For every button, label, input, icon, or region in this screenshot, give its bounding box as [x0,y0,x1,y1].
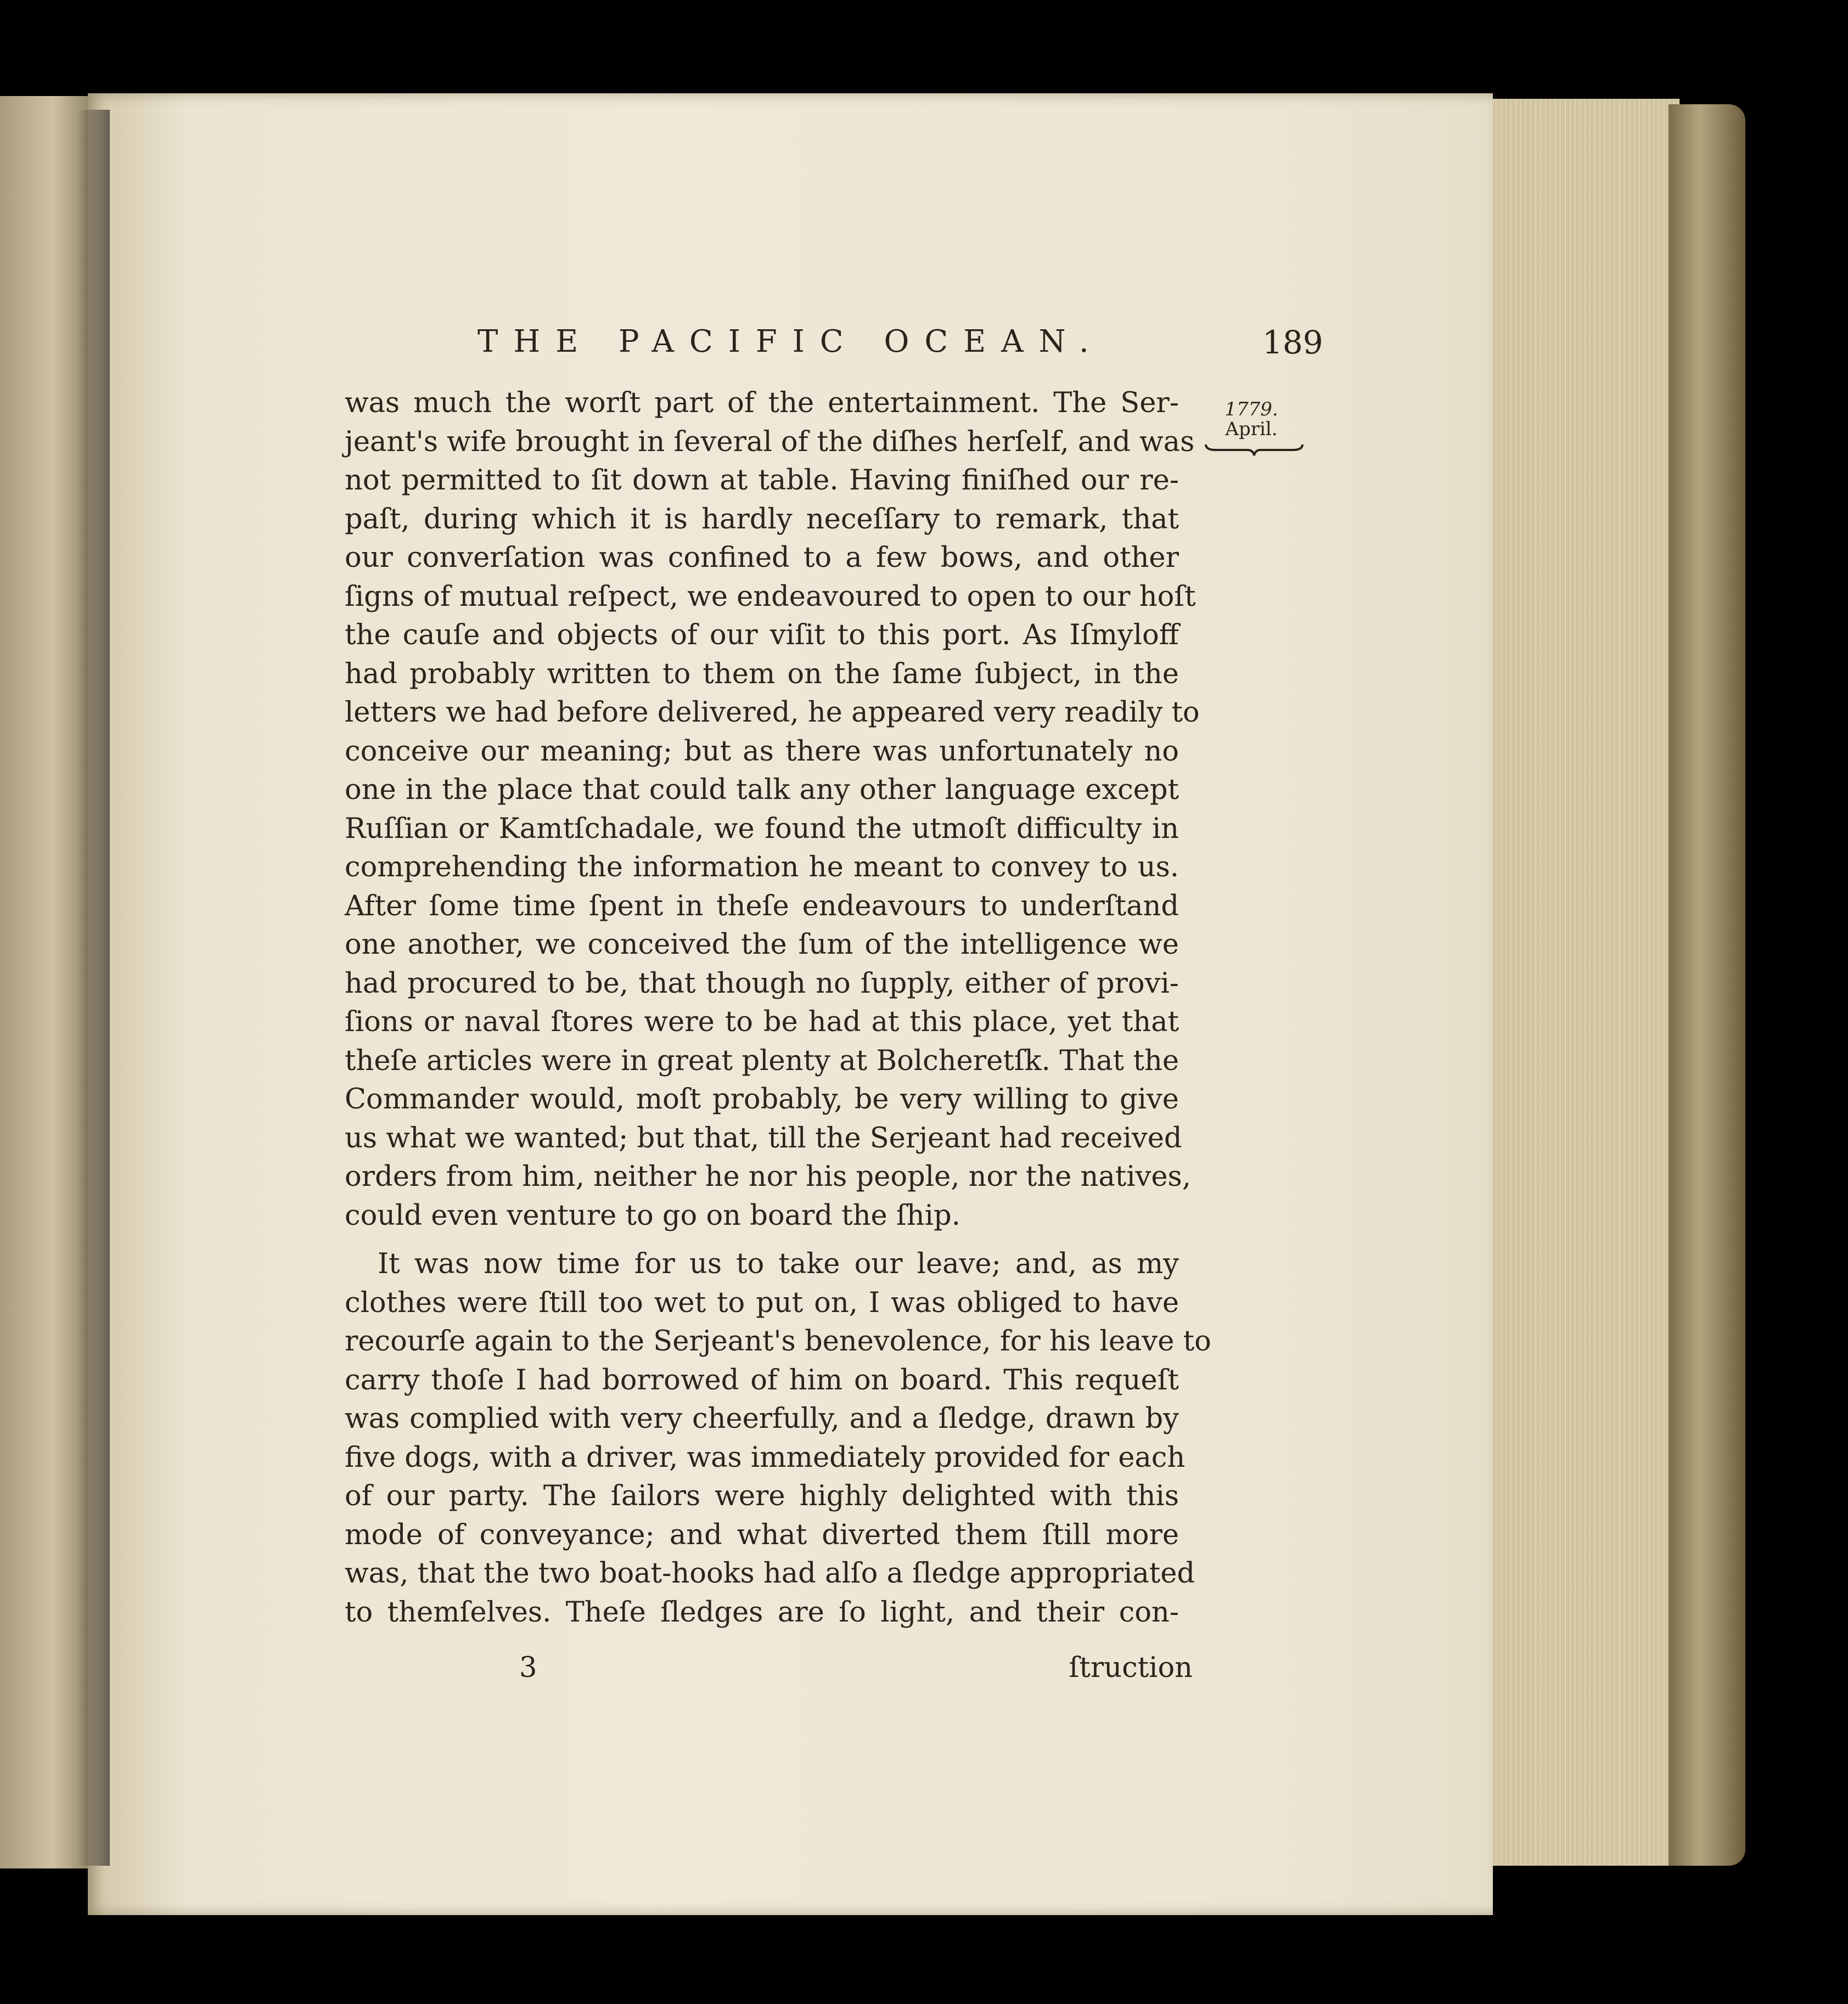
margin-month: April. [1225,418,1278,440]
text-line: had procured to be, that though no ſupply, either of provi- [345,967,1179,1000]
brace-icon [1205,443,1304,457]
text-line: was, that the two boat-hooks had alſo a ſledge appropriated [345,1557,1195,1590]
text-line: ſions or naval ſtores were to be had at this place, yet that [345,1006,1179,1038]
gutter-shadow [77,110,110,1866]
text-line: orders from him, neither he nor his people, nor the natives, [345,1161,1191,1193]
margin-year: 1779. [1224,398,1278,420]
signature-mark: 3 [519,1652,537,1684]
text-line: five dogs, with a driver, was immediately provided for each [345,1441,1186,1474]
text-line: had probably written to them on the ſame ſubject, in the [345,657,1179,690]
text-line: After ſome time ſpent in theſe endeavours to underſtand [345,890,1179,922]
text-line: recourſe again to the Serjeant's benevolence, for his leave to [345,1325,1211,1358]
text-line: jeant's wife brought in ſeveral of the diſhes herſelf, and was [345,425,1195,458]
text-line: Ruſſian or Kamtſchadale, we found the utmoſt difficulty in [345,812,1179,845]
body-text [345,384,1211,1632]
text-line: was complied with very cheerfully, and a ſledge, drawn by [345,1403,1179,1435]
text-line: comprehending the information he meant to convey to us. [345,851,1179,883]
text-line: could even venture to go on board the ſhip. [345,1199,960,1232]
text-line: carry thoſe I had borrowed of him on board. This requeſt [345,1364,1179,1397]
text-line: It was now time for us to take our leave; and, as my [378,1248,1179,1280]
page-block-edge [1493,99,1680,1866]
text-line: to themſelves. Theſe ſledges are ſo light, and their con- [345,1596,1179,1629]
text-line: one another, we conceived the ſum of the intelligence we [345,928,1179,961]
text-line: ſigns of mutual reſpect, we endeavoured to open to our hoſt [345,580,1196,613]
text-line: Commander would, moſt probably, be very willing to give [345,1083,1179,1116]
text-line: theſe articles were in great plenty at Bolcheretſk. That the [345,1044,1179,1077]
text-line: paſt, during which it is hardly neceſſary to remark, that [345,503,1179,536]
paragraph-gap [345,1235,1179,1245]
text-line: our converſation was confined to a few bows, and other [345,542,1179,574]
text-line: us what we wanted; but that, till the Serjeant had received [345,1122,1182,1155]
text-line: one in the place that could talk any other language except [345,774,1179,806]
text-line: conceive our meaning; but as there was unfortunately no [345,735,1179,768]
margin-note [1205,399,1298,457]
text-line: was much the worſt part of the entertainment. The Ser- [345,387,1179,419]
text-line: the cauſe and objects of our viſit to this port. As Iſmyloff [345,619,1179,651]
text-line: not permitted to ſit down at table. Having finiſhed our re- [345,464,1179,497]
text-line: of our party. The ſailors were highly delighted with this [345,1480,1179,1512]
text-line: mode of conveyance; and what diverted them ſtill more [345,1518,1179,1551]
page-number: 189 [1262,324,1323,361]
book-cover [1669,104,1745,1866]
catchword: ſtruction [1069,1652,1193,1684]
text-line: clothes were ſtill too wet to put on, I was obliged to have [345,1286,1179,1319]
running-head: THE PACIFIC OCEAN. [478,324,1104,359]
text-line: letters we had before delivered, he appeared very readily to [345,696,1200,729]
